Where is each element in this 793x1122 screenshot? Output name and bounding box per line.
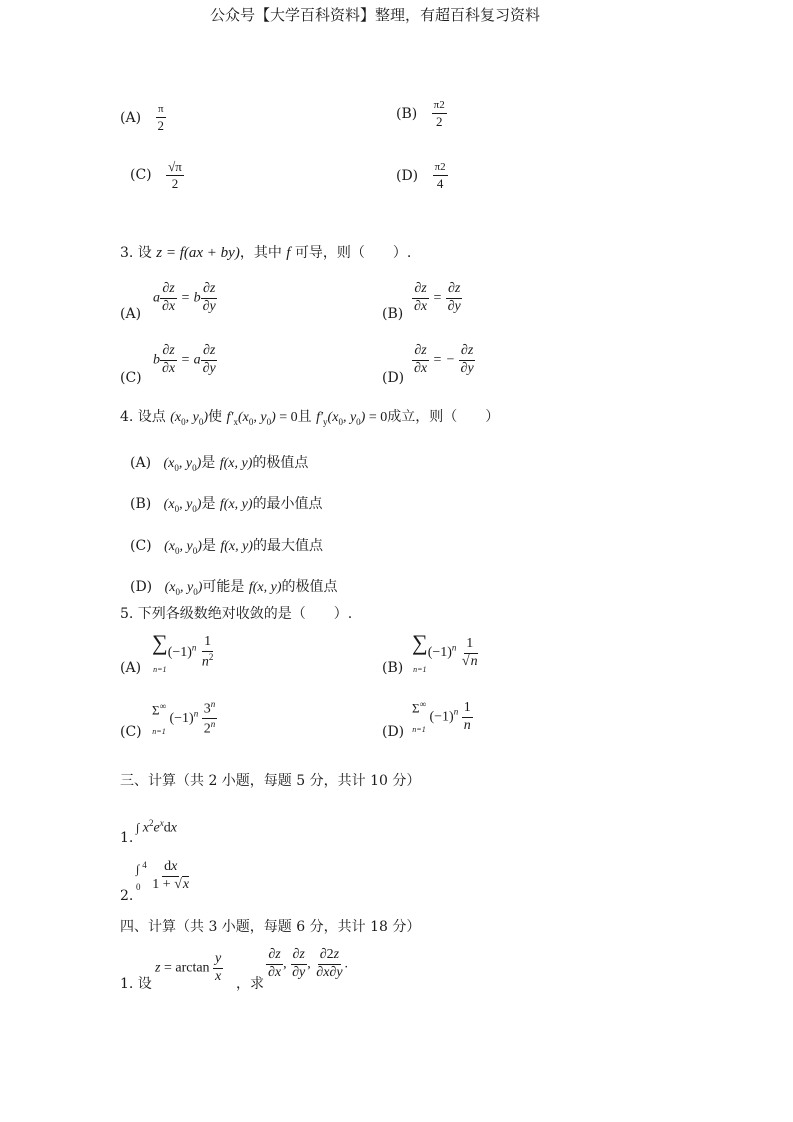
option-function: f(x, y) bbox=[220, 539, 253, 554]
section3-p1-expr: ∫ $x^2e^xdx$ bbox=[136, 818, 177, 836]
q4-fy: $f'_y(x_0$, $y_0) = 0$ bbox=[316, 410, 388, 427]
q3-option-b-expr: $\frac{\partial z}{\partial x}$ = $\frac{\partial z}{\partial y}$ bbox=[414, 281, 461, 314]
option-numerator: π2 bbox=[432, 100, 447, 114]
q4-fx: $f'_x(x_0$, $y_0) = 0$ bbox=[226, 410, 298, 427]
option-text-end: 的最大值点 bbox=[252, 538, 323, 554]
q4-t1: 使 bbox=[208, 409, 223, 425]
q3-prompt bbox=[120, 242, 411, 262]
option-text-end: 的极值点 bbox=[252, 455, 309, 471]
q3-option-d-label: (D) bbox=[382, 370, 405, 386]
option-label: (A) bbox=[120, 110, 142, 127]
option-numerator: π bbox=[156, 104, 166, 118]
q4-point: ($x_0$, $y_0$) bbox=[163, 497, 202, 514]
option-label: (A) bbox=[130, 455, 152, 471]
section4-p1-targets: $\frac{\partial z}{\partial x}$ , $\frac{\partial z}{\partial y}$ , $\frac{\partial 2z}{\partial x\partial y}$ . bbox=[268, 947, 349, 980]
option-label: (B) bbox=[130, 496, 152, 512]
option-text-end: 的最小值点 bbox=[252, 496, 323, 512]
option-function: f(x, y) bbox=[219, 456, 253, 471]
option-label: (C) bbox=[130, 167, 152, 184]
section4-p1-expr: z = arctan $\frac{y}{x}$ bbox=[155, 951, 222, 984]
option-label: (D) bbox=[396, 168, 419, 185]
q3-option-a-expr: a $\frac{\partial z}{\partial x}$ = b $\frac{\partial z}{\partial y}$ bbox=[153, 281, 216, 314]
option-numerator: √π bbox=[168, 159, 182, 174]
q3-expression: z = f(ax + by) bbox=[156, 245, 240, 261]
option-text: 可能是 bbox=[202, 579, 245, 595]
page-header: 公众号【大学百科资料】整理，有超百科复习资料 bbox=[210, 6, 541, 24]
q4-option-c bbox=[130, 535, 323, 556]
q5-option-a-label: (A) bbox=[120, 660, 142, 676]
option-text: 是 bbox=[201, 455, 216, 471]
q4-prefix: 4. 设点 bbox=[120, 409, 166, 425]
section3-title: 三、计算（共 2 小题，每题 5 分，共计 10 分） bbox=[120, 773, 421, 789]
q5-option-d-expr: Σ∞ n=1 $(-1)^n$ $\frac{1}{n}$ bbox=[412, 699, 471, 735]
section4-title: 四、计算（共 3 小题，每题 6 分，共计 18 分） bbox=[120, 919, 421, 935]
q4-option-a bbox=[130, 452, 308, 473]
option-text: 是 bbox=[201, 538, 216, 554]
option-label: (D) bbox=[130, 579, 153, 595]
q2-option-d bbox=[396, 162, 448, 190]
q2-option-c bbox=[130, 160, 184, 190]
q2-option-a bbox=[120, 104, 166, 132]
section3-p2-expr: ∫ $^4$ 0 $\frac{dx}{1 + √x}$ bbox=[136, 859, 190, 892]
option-denominator: 2 bbox=[157, 117, 164, 133]
q3-option-a-label: (A) bbox=[120, 306, 142, 322]
q5-option-b-label: (B) bbox=[382, 660, 404, 676]
q5-prompt: 5. 下列各级数绝对收敛的是（ ）. bbox=[120, 606, 353, 622]
option-label: (B) bbox=[396, 106, 418, 123]
q5-option-a-expr: ∑ n=1 $(-1)^n$ $\frac{1}{n^2}$ bbox=[152, 630, 214, 674]
q3-option-c-expr: b $\frac{\partial z}{\partial x}$ = a $\frac{\partial z}{\partial y}$ bbox=[153, 343, 216, 376]
q4-point: ($x_0$, $y_0$) bbox=[164, 580, 203, 597]
q3-option-c-label: (C) bbox=[120, 370, 142, 386]
q4-point: ($x_0$, $y_0$) bbox=[163, 456, 202, 473]
option-function: f(x, y) bbox=[248, 580, 282, 595]
q4-prompt bbox=[120, 406, 499, 427]
q5-option-d-label: (D) bbox=[382, 724, 405, 740]
q3-option-d-expr: $\frac{\partial z}{\partial x}$ = − $\frac{\partial z}{\partial y}$ bbox=[414, 343, 474, 376]
q5-option-c-label: (C) bbox=[120, 724, 142, 740]
section4-p1-mid: ，求 bbox=[236, 976, 264, 992]
option-label: (C) bbox=[130, 538, 152, 554]
section4-p1-label: 1. 设 bbox=[120, 976, 152, 992]
q3-option-b-label: (B) bbox=[382, 306, 404, 322]
option-numerator: π2 bbox=[433, 162, 448, 176]
q3-mid: ，其中 bbox=[239, 245, 282, 261]
option-function: f(x, y) bbox=[219, 497, 253, 512]
q5-option-b-expr: ∑ n=1 $(-1)^n$ $\frac{1}{√n}$ bbox=[412, 630, 478, 674]
option-denominator: 2 bbox=[171, 175, 179, 191]
section3-p2-label: 2. bbox=[120, 888, 134, 904]
q2-option-b bbox=[396, 100, 447, 128]
q3-function: f bbox=[286, 245, 291, 261]
option-denominator: 2 bbox=[435, 113, 443, 129]
option-denominator: 4 bbox=[436, 175, 444, 191]
q4-t2: 且 bbox=[297, 409, 312, 425]
section3-p1-label: 1. bbox=[120, 830, 134, 846]
option-text-end: 的极值点 bbox=[281, 579, 338, 595]
q4-suffix: 成立，则（ ） bbox=[387, 409, 500, 425]
q5-option-c-expr: Σ∞ n=1 $(-1)^n$ $\frac{3^n}{2^n}$ bbox=[152, 699, 216, 737]
q4-point: ($x_0$, $y_0$) bbox=[170, 410, 209, 427]
q4-point: ($x_0$, $y_0$) bbox=[164, 539, 202, 556]
q3-prefix: 3. 设 bbox=[120, 245, 152, 261]
q4-option-d bbox=[130, 576, 338, 597]
q3-suffix: 可导，则（ ）. bbox=[294, 245, 412, 261]
option-text: 是 bbox=[201, 496, 216, 512]
q4-option-b bbox=[130, 493, 323, 514]
